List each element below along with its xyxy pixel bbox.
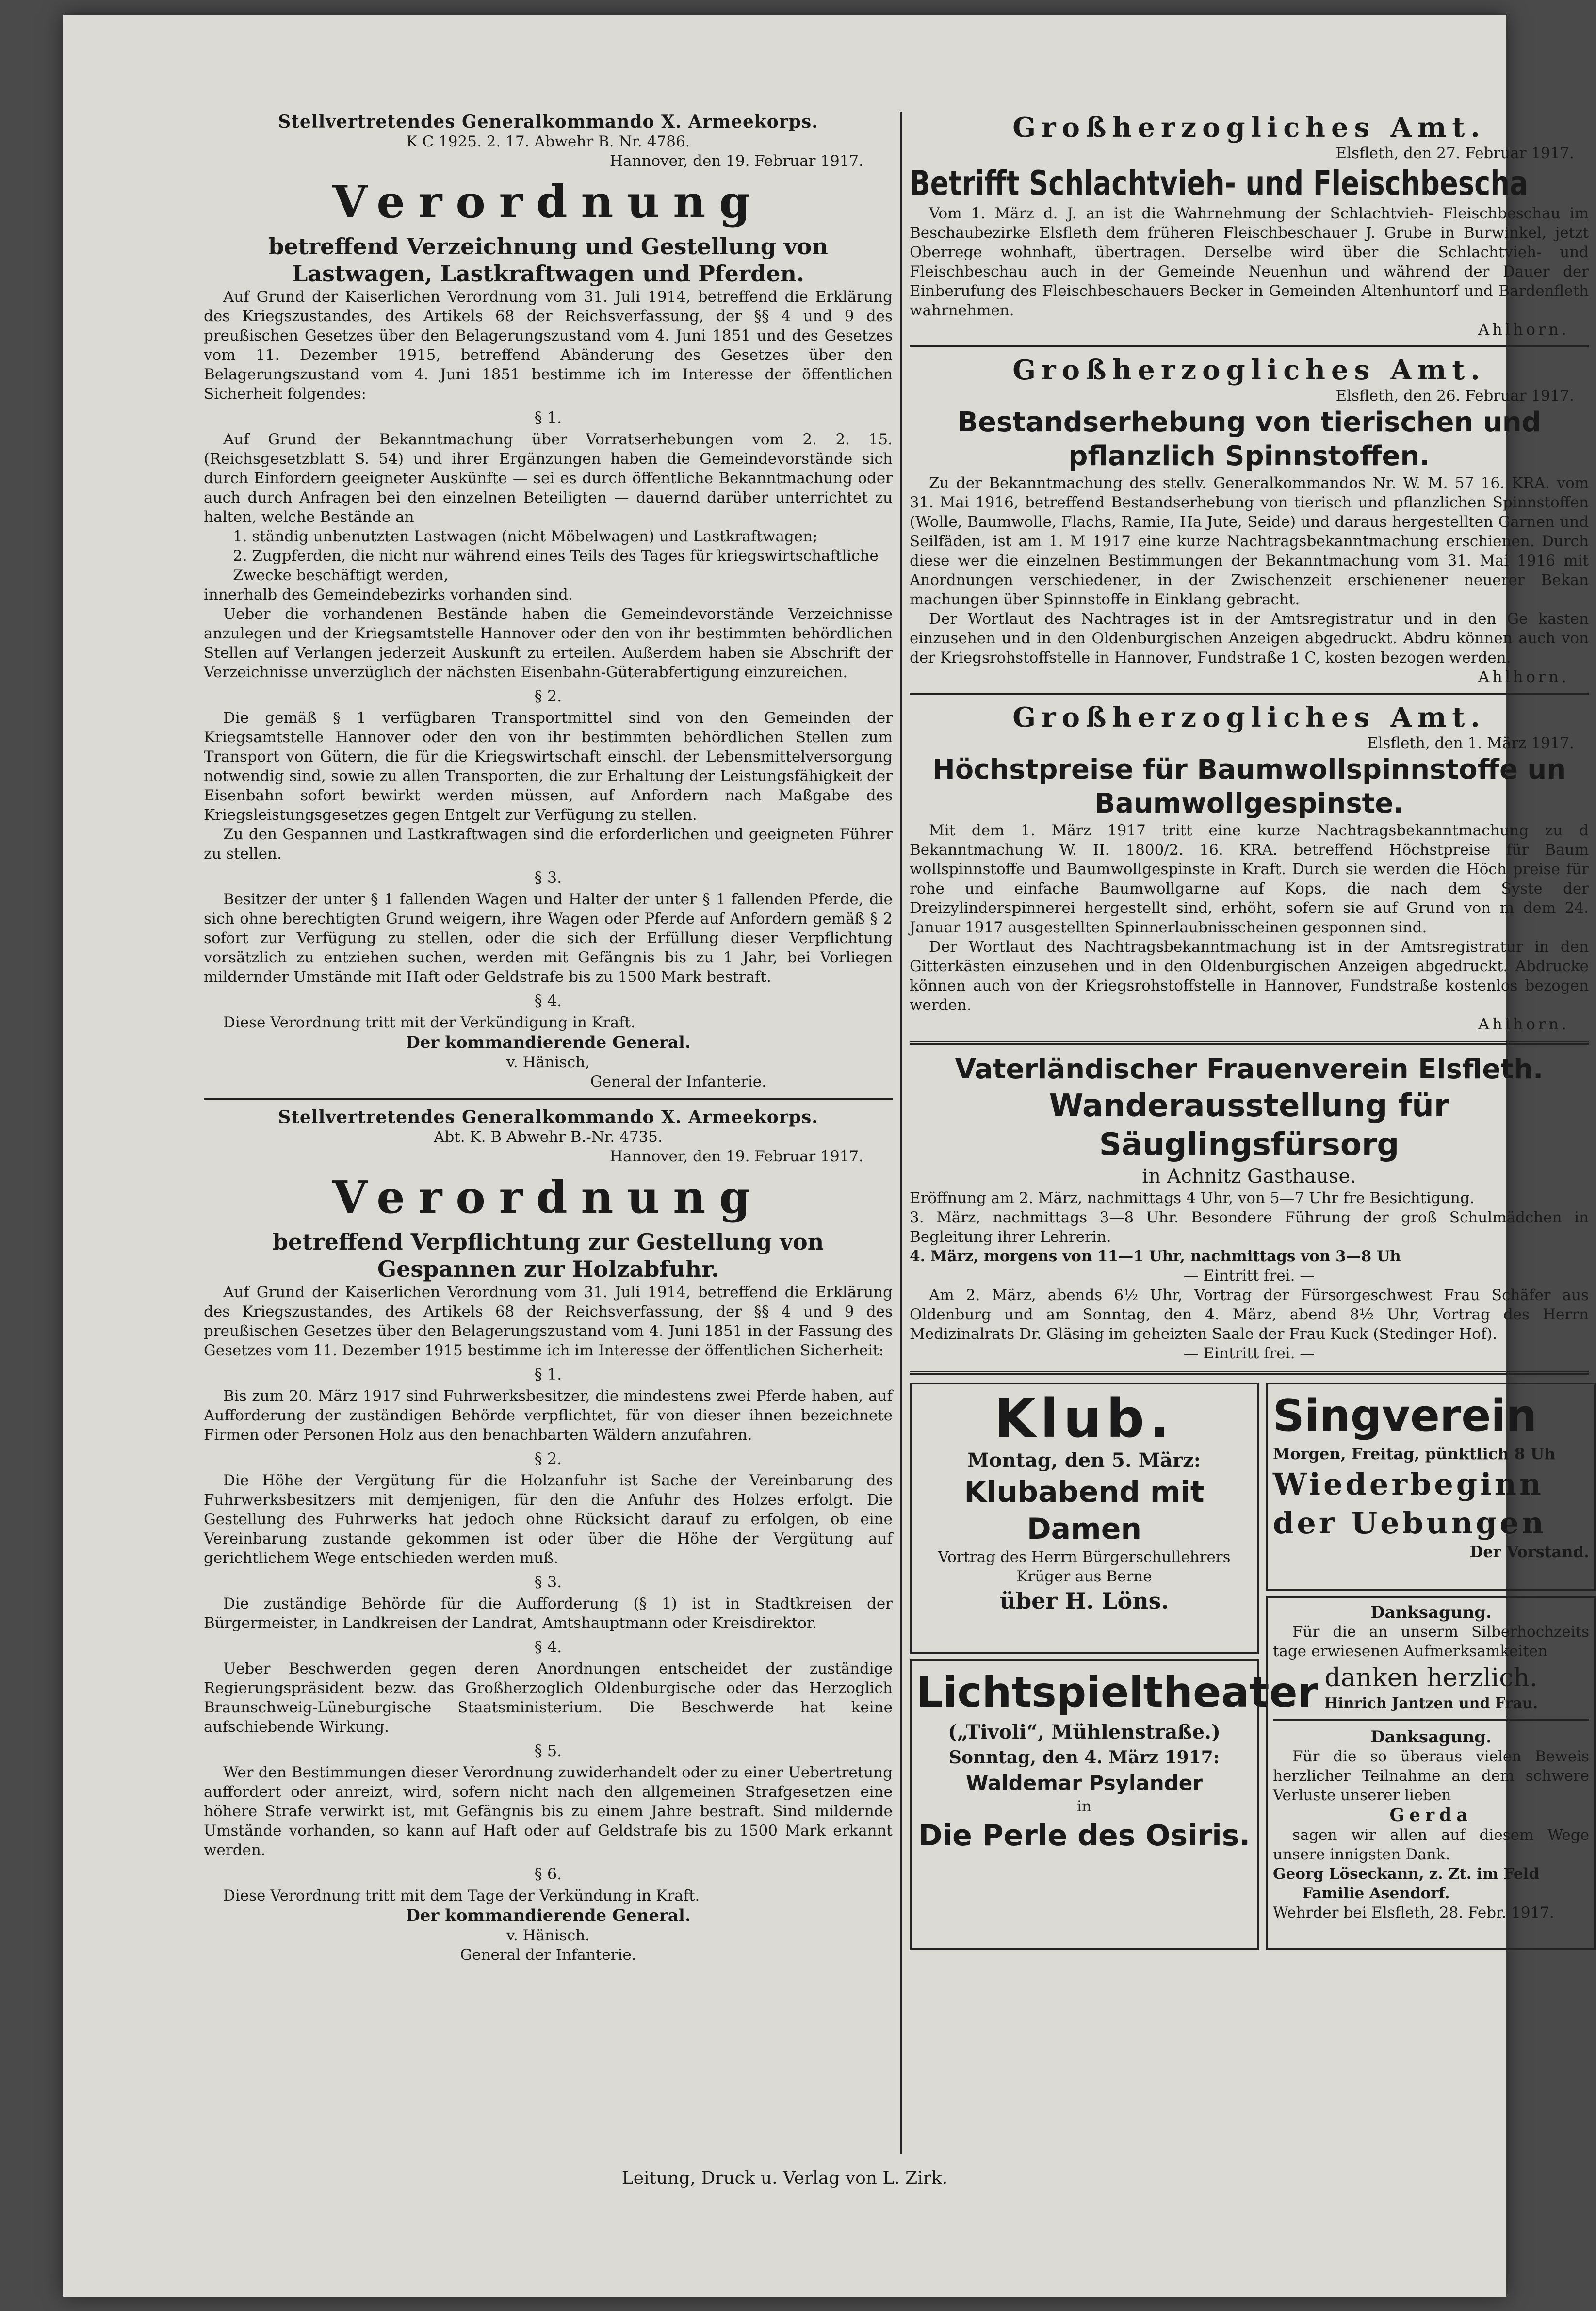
ord1-s2-text2: Zu den Gespannen und Lastkraftwagen sind die erforderlichen und geeigneten Führer zu stellen.: [204, 826, 893, 863]
frauen-title: Wanderausstellung für Säuglingsfürsorg: [1049, 1088, 1449, 1163]
dank2-sign2: Familie Asendorf.: [1302, 1885, 1450, 1902]
ord2-command: Stellvertretendes Generalkommando X. Armeekorps.: [278, 1107, 818, 1127]
dank1-title: Danksagung.: [1370, 1603, 1492, 1622]
ord1-signer-rank: General der Infanterie.: [590, 1073, 766, 1090]
ord2-title: Verordnung: [332, 1171, 764, 1223]
ord2-place-date: Hannover, den 19. Februar 1917.: [610, 1148, 863, 1165]
ord2-s4-text: Ueber Beschwerden gegen deren Anordnungen entscheidet der zuständige Regierungspräsident bezw. das Großherzoglich Oldenburgische oder das Herzoglich Braunschweig-Lüneburgische Staatsministerium. Die Beschwerde hat keine aufschiebende Wirkung.: [204, 1660, 893, 1736]
amt3-header: Großherzogliches Amt.: [1012, 701, 1486, 733]
amt2-place-date: Elsfleth, den 26. Februar 1917.: [1335, 387, 1574, 405]
dank2-sign3: Wehrder bei Elsfleth, 28. Febr. 1917.: [1273, 1904, 1554, 1921]
ord1-s2-text: Die gemäß § 1 verfügbaren Transportmittel sind von den Gemeinden der Kriegsamtstelle Hannover oder den von ihr bestimmten behördlichen Stellen zum Transport von Gütern, die für die Kriegswirtschaft einschl. der Lebensmittelversorgung notwendig sind, sowie zu allen Transporten, die zur Erhaltung der Leistungsfähigkeit der Eisenbahn sofort bewirkt werden müssen, auf Anfordern nach Maßgabe des Kriegsleistungsgesetzes gegen Entgelt zur Verfügung zu stellen.: [204, 709, 893, 824]
divider: [204, 1098, 893, 1100]
dank2-name: Gerda: [1389, 1805, 1473, 1825]
sing-line4: Der Vorstand.: [1469, 1543, 1589, 1561]
klub-event: Klubabend mit Damen: [964, 1475, 1205, 1546]
amt2-title: Bestandserhebung von tierischen und pflanzlich Spinnstoffen.: [957, 407, 1541, 472]
amt2-text2: Der Wortlaut des Nachtrages ist in der Amtsregistratur und in den Ge kasten einzusehen und in den Oldenburgischen Anzeigen abgedruckt. Abdru können auch von der Kriegsrohstoffstelle in Hannover, Fundstraße 1 C, kosten bezogen werden.: [910, 610, 1589, 667]
ord2-signer-title: Der kommandierende General.: [406, 1906, 691, 1925]
ord1-s2: § 2.: [534, 687, 562, 705]
sing-line1: Morgen, Freitag, pünktlich 8 Uh: [1273, 1445, 1556, 1463]
frauen-line2: 3. März, nachmittags 3—8 Uhr. Besondere Führung der groß Schulmädchen in Begleitung ihrer Lehrerin.: [910, 1209, 1589, 1246]
ord2-s2: § 2.: [534, 1449, 562, 1468]
amt2-header: Großherzogliches Amt.: [1012, 354, 1486, 386]
amt3-sign: Ahlhorn.: [1478, 1015, 1569, 1033]
dank2-text2: sagen wir allen auf diesem Wege unsere innigsten Dank.: [1273, 1826, 1589, 1863]
ord2-s2-text: Die Höhe der Vergütung für die Holzanfuhr ist Sache der Vereinbarung des Fuhrwerksbesitzers mit demjenigen, für den die Anfuhr des Holzes erfolgt. Die Gestellung des Fuhrwerks hat jedoch ohne Rücksicht darauf zu erfolgen, ob eine Vereinbarung zustande gekommen ist oder über die Höhe der Vergütung auf gerichtlichem Wege entschieden werden muß.: [204, 1472, 893, 1567]
klub-line3: über H. Löns.: [999, 1588, 1169, 1614]
amt3-text: Mit dem 1. März 1917 tritt eine kurze Nachtragsbekanntmachung zu d Bekanntmachung W. II. 1800/2. 16. KRA. betreffend Höchstpreise für Baum wollspinnstoffe und Baumwollgespinste in Kraft. Durch sie werden die Höch preise für rohe und einfache Baumwollgarne auf Kops, die nach dem Syste der Dreizylinderspinnerei hergestellt sind, erhöht, sofern sie auf Grund von m dem 24. Januar 1917 ausgestellten Spinnerlaubnisscheinen gesponnen sind.: [910, 822, 1589, 936]
sing-line3: der Uebungen: [1273, 1505, 1547, 1541]
divider: [910, 345, 1589, 347]
ord2-ref: Abt. K. B Abwehr B.-Nr. 4735.: [434, 1128, 663, 1146]
amt2-sign: Ahlhorn.: [1478, 667, 1569, 686]
ord1-s4: § 4.: [534, 992, 562, 1010]
klub-title: Klub.: [994, 1387, 1174, 1449]
divider: [910, 693, 1589, 695]
imprint-footer: Leitung, Druck u. Verlag von L. Zirk.: [621, 2168, 948, 2188]
ord1-s1: § 1.: [534, 408, 562, 427]
ord1-signer: v. Hänisch,: [506, 1054, 590, 1071]
frauen-line3: 4. März, morgens von 11—1 Uhr, nachmittags von 3—8 Uh: [910, 1248, 1401, 1265]
ord2-s4: § 4.: [534, 1638, 562, 1656]
klub-date: Montag, den 5. März:: [967, 1449, 1201, 1472]
klub-line2: Krüger aus Berne: [1016, 1568, 1152, 1585]
ord2-s3-text: Die zuständige Behörde für die Aufforderung (§ 1) ist in Stadtkreisen der Bürgermeister, in Landkreisen der Landrat, Amtshauptmann oder Kreisdirektor.: [204, 1595, 893, 1632]
ord2-subtitle: betreffend Verpflichtung zur Gestellung von Gespannen zur Holzabfuhr.: [272, 1229, 824, 1282]
dank2-sign1: Georg Löseckann, z. Zt. im Feld: [1273, 1865, 1540, 1883]
ord2-s3: § 3.: [534, 1573, 562, 1591]
frauen-header: Vaterländischer Frauenverein Elsfleth.: [955, 1054, 1544, 1085]
ord1-s3: § 3.: [534, 868, 562, 887]
ord1-s1-text2: Ueber die vorhandenen Bestände haben die Gemeindevorstände Verzeichnisse anzulegen und der Kriegsamtstelle Hannover oder den von ihr bestimmten behördlichen Stellen auf Verlangen jederzeit Auskunft zu erteilen. Außerdem haben sie Abschrift der Verzeichnisse unverzüglich der nächsten Eisenbahn-Güterabfertigung einzureichen.: [204, 605, 893, 681]
ads-grid: [910, 1383, 1589, 1955]
lichtspiel-ad: [910, 1659, 1319, 1950]
amt1-title: Betrifft Schlachtvieh- und Fleischbescha: [910, 163, 1528, 203]
dank2-text: Für die so überaus vielen Beweis herzlicher Teilnahme an dem schwere Verluste unserer lieben: [1273, 1748, 1589, 1804]
ord1-command: Stellvertretendes Generalkommando X. Armeekorps.: [278, 112, 818, 132]
ord2-signer: v. Hänisch.: [506, 1927, 590, 1944]
ord1-intro: Auf Grund der Kaiserlichen Verordnung vom 31. Juli 1914, betreffend die Erklärung des Kriegszustandes, des Artikels 68 der Reichsverfassung, der §§ 4 und 9 des preußischen Gesetzes über den Belagerungszustand vom 4. Juni 1851 und des Gesetzes vom 11. Dezember 1915, betreffend Abänderung des Gesetzes über den Belagerungszustand vom 4. Juni 1851 bestimme ich im Interesse der öffentlichen Sicherheit folgendes:: [204, 288, 893, 403]
ord1-s1-item1: 1. ständig unbenutzten Lastwagen (nicht Möbelwagen) und Lastkraftwagen;: [233, 528, 818, 545]
amt3-title: Höchstpreise für Baumwollspinnstoffe un Baumwollgespinste.: [932, 754, 1566, 819]
ord2-s5-text: Wer den Bestimmungen dieser Verordnung zuwiderhandelt oder zu einer Uebertretung auffordert oder anreizt, wird, sofern nicht nach den allgemeinen Strafgesetzen eine höhere Strafe verwirkt ist, mit Gefängnis bis zu einem Jahre bestraft. Sind mildernde Umstände vorhanden, so kann auf Haft oder auf Geldstrafe bis zu 1500 Mark erkannt werden.: [204, 1764, 893, 1859]
ord2-signer-rank: General der Infanterie.: [460, 1946, 636, 1964]
ord1-s1-end: innerhalb des Gemeindebezirks vorhanden sind.: [204, 586, 573, 603]
right-column: [910, 112, 1589, 1955]
ord1-signer-title: Der kommandierende General.: [406, 1033, 691, 1052]
ord2-s1-text: Bis zum 20. März 1917 sind Fuhrwerksbesitzer, die mindestens zwei Pferde haben, auf Aufforderung der zuständigen Behörde verpflichtet, für von dieser ihnen bezeichnete Firmen oder Personen Holz aus den benachbarten Wäldern anzufahren.: [204, 1387, 893, 1444]
licht-name: Waldemar Psylander: [966, 1771, 1203, 1795]
amt2-text: Zu der Bekanntmachung des stellv. Generalkommandos Nr. W. M. 57 16. KRA. vom 31. Mai 1916, betreffend Bestandserhebung von tierisch und pflanzlichen Spinnstoffen (Wolle, Baumwolle, Flachs, Ramie, Ha Jute, Seide) und daraus hergestellten Garnen und Seilfäden, ist am 1. M 1917 eine kurze Nachtragsbekanntmachung erschienen. Durch diese wer die einzelnen Bestimmungen der Bekanntmachung vom 31. Mai 1916 mit Anordnungen verschiedener, in der Zwischenzeit erschienener neuerer Bekan machungen über Spinnstoffe in Einklang gebracht.: [910, 474, 1589, 608]
klub-line1: Vortrag des Herrn Bürgerschullehrers: [938, 1548, 1231, 1566]
ord2-s1: § 1.: [534, 1365, 562, 1383]
ord1-subtitle: betreffend Verzeichnung und Gestellung von Lastwagen, Lastkraftwagen und Pferden.: [268, 233, 828, 287]
divider: [910, 1041, 1589, 1045]
amt3-text2: Der Wortlaut des Nachtragsbekanntmachung ist in der Amtsregistratur in den Gitterkästen einzusehen und in den Oldenburgischen Anzeigen abgedruckt. Abdrucke können auch von der Kriegsrohstoffstelle in Hannover, Fundstraße kostenlos bezogen werden.: [910, 938, 1589, 1014]
licht-sub: („Tivoli“, Mühlenstraße.): [948, 1721, 1221, 1743]
sing-line2: Wiederbeginn: [1273, 1466, 1544, 1502]
ord1-title: Verordnung: [332, 176, 764, 228]
ord2-s6-text: Diese Verordnung tritt mit dem Tage der Verkündung in Kraft.: [223, 1887, 700, 1904]
ord1-s3-text: Besitzer der unter § 1 fallenden Wagen und Halter der unter § 1 fallenden Pferde, die sich ohne berechtigten Grund weigern, ihre Wagen oder Pferde auf Anfordern gemäß § 2 sofort zur Verfügung zu stellen, oder die sich der Erfüllung dieser Verpflichtung vorsätzlich zu entziehen suchen, werden mit Gefängnis bis zu 1 Jahr, bei Vorliegen mildernder Umstände mit Haft oder Geldstrafe bis zu 1500 Mark bestraft.: [204, 891, 893, 986]
ord1-s1-item2: 2. Zugpferden, die nicht nur während eines Teils des Tages für kriegswirtschaftliche Zwecke beschäftigt werden,: [233, 547, 879, 584]
licht-film: Die Perle des Osiris.: [918, 1819, 1251, 1853]
amt3-place-date: Elsfleth, den 1. März 1917.: [1367, 734, 1574, 752]
amt1-place-date: Elsfleth, den 27. Februar 1917.: [1335, 145, 1574, 162]
licht-date: Sonntag, den 4. März 1917:: [948, 1747, 1220, 1768]
ord2-s5: § 5.: [534, 1741, 562, 1760]
left-column: [204, 112, 893, 1965]
ord2-s6: § 6.: [534, 1865, 562, 1883]
dank1-names: Hinrich Jantzen und Frau.: [1324, 1695, 1538, 1712]
divider: [1273, 1719, 1589, 1721]
ord2-intro: Auf Grund der Kaiserlichen Verordnung vom 31. Juli 1914, betreffend die Erklärung des Kriegszustandes, des Artikels 68 der Reichsverfassung, der §§ 4 und 9 des preußischen Gesetzes über den Belagerungszustand vom 4. Juni 1851 in der Fassung des Gesetzes vom 11. Dezember 1915 bestimme ich im Interesse der öffentlichen Sicherheit:: [204, 1284, 893, 1359]
newspaper-page: [63, 15, 1589, 2297]
frauen-line4: Am 2. März, abends 6½ Uhr, Vortrag der Fürsorgeschwest Frau Schäfer aus Oldenburg und am Sonntag, den 4. März, abend 8½ Uhr, Vortrag des Herrn Medizinalrats Dr. Gläsing im geheizten Saale der Frau Kuck (Stedinger Hof).: [910, 1286, 1589, 1343]
frauen-free1: — Eintritt frei. —: [1183, 1267, 1315, 1285]
divider: [910, 1371, 1589, 1375]
amt1-sign: Ahlhorn.: [1478, 320, 1569, 339]
dank1-big: danken herzlich.: [1324, 1663, 1538, 1693]
amt1-text: Vom 1. März d. J. an ist die Wahrnehmung der Schlachtvieh- Fleischbeschau im Beschaubezirke Elsfleth dem früheren Fleischbeschauer J. Grube in Burwinkel, jetzt Oberrege wohnhaft, übertragen. Derselbe wird über die Schlachtvieh- und Fleischbeschau auch in der Gemeinde Neuenhun und während der Dauer der Einberufung des Fleischbeschauers Becker in Gemeinden Altenhuntorf und Bardenfleth wahrnehmen.: [910, 205, 1589, 319]
frauen-line1: Eröffnung am 2. März, nachmittags 4 Uhr, von 5—7 Uhr fre Besichtigung.: [910, 1189, 1475, 1207]
ord1-ref: K C 1925. 2. 17. Abwehr B. Nr. 4786.: [406, 133, 690, 150]
column-rule: [900, 112, 902, 2154]
frauen-place: in Achnitz Gasthause.: [1142, 1165, 1356, 1188]
dank2-title: Danksagung.: [1370, 1727, 1492, 1747]
singverein-ad: [1266, 1383, 1596, 1591]
dank1-text: Für die an unserm Silberhochzeits tage erwiesenen Aufmerksamkeiten: [1273, 1623, 1589, 1660]
ord1-s1-text: Auf Grund der Bekanntmachung über Vorratserhebungen vom 2. 2. 15. (Reichsgesetzblatt S. 54) und ihrer Ergänzungen haben die Gemeindevorstände sich durch Einfordern geeigneter Auskünfte — sei es durch öffentliche Bekanntmachung oder auch durch Anfragen bei den einzelnen Beteiligten — dauernd darüber unterrichtet zu halten, welche Bestände an: [204, 431, 893, 526]
ord1-place-date: Hannover, den 19. Februar 1917.: [610, 152, 863, 170]
licht-in: in: [1077, 1798, 1091, 1815]
danksagung-ads: [1266, 1596, 1596, 1950]
licht-title: Lichtspieltheater: [916, 1668, 1319, 1717]
amt1-header: Großherzogliches Amt.: [1012, 112, 1486, 144]
ord1-s4-text: Diese Verordnung tritt mit der Verkündigung in Kraft.: [223, 1014, 635, 1031]
frauen-free2: — Eintritt frei. —: [1183, 1345, 1315, 1362]
sing-title: Singverein: [1273, 1390, 1537, 1441]
klub-ad: [910, 1383, 1259, 1654]
